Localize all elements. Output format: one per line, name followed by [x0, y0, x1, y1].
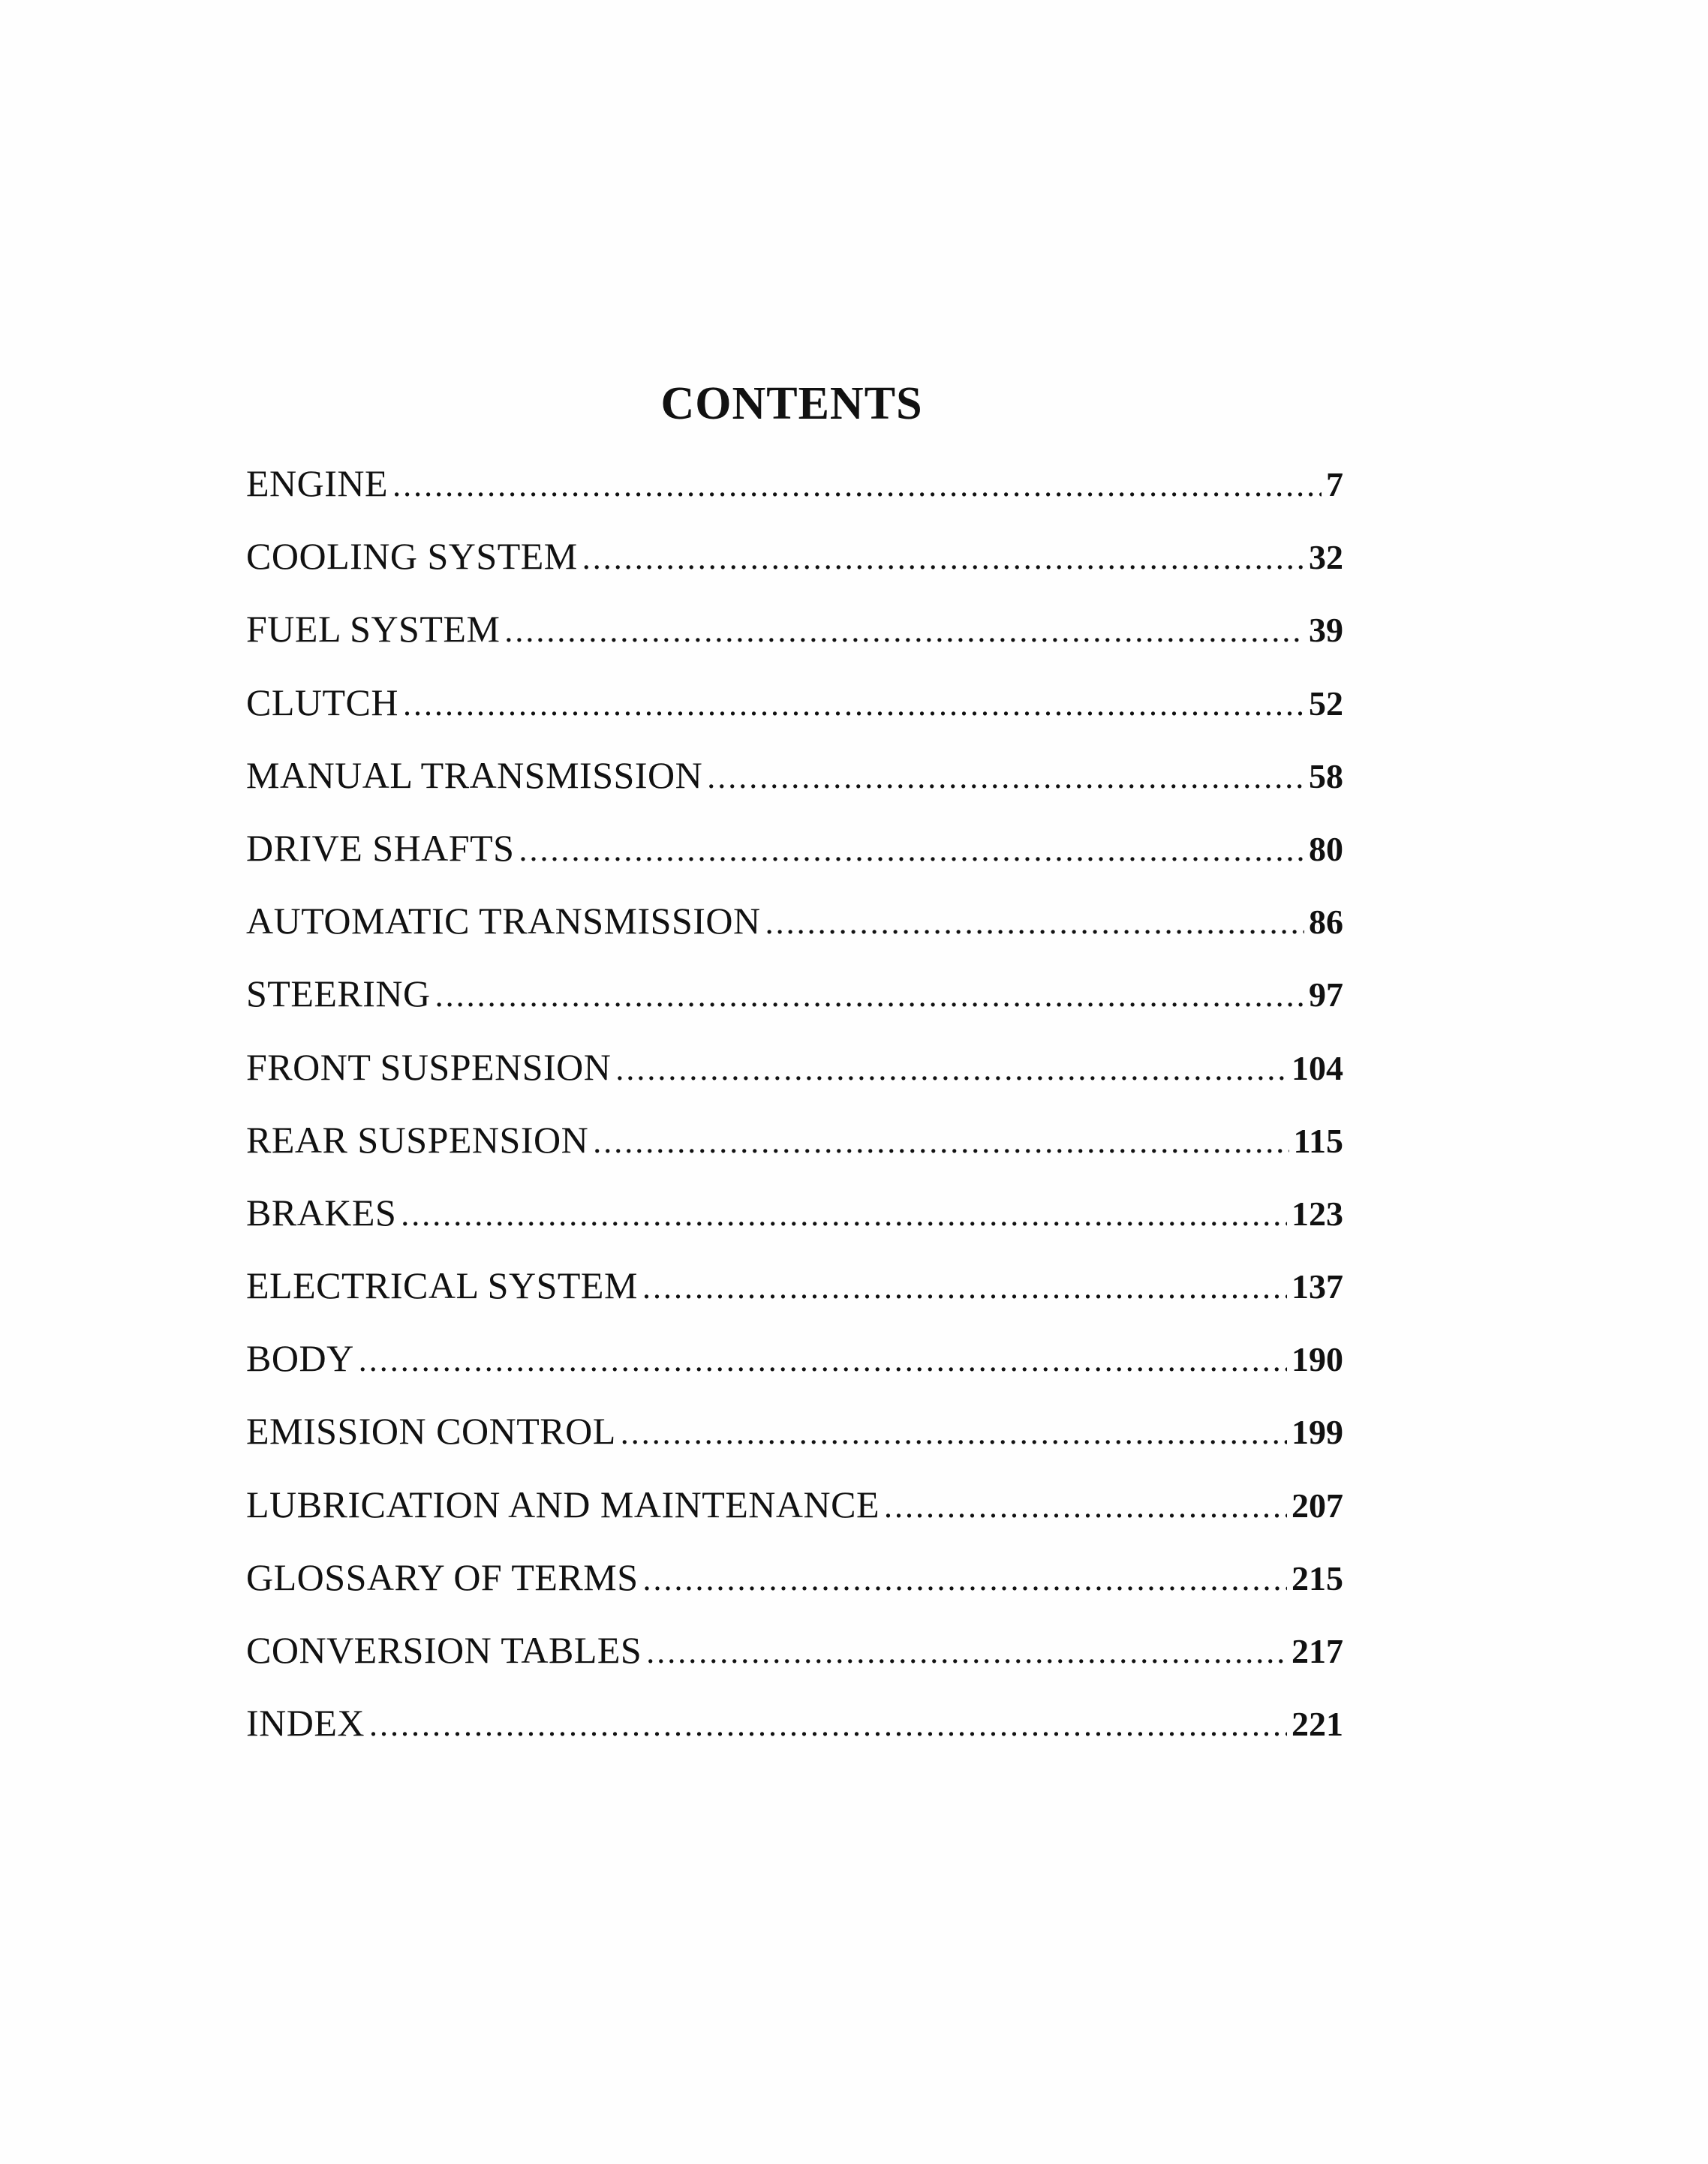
dot-leader: [504, 594, 1304, 667]
dot-leader: [707, 741, 1304, 813]
dot-leader: [392, 449, 1322, 521]
toc-entry-page: 80: [1309, 829, 1343, 868]
toc-entry: [246, 447, 1343, 520]
toc-entry-page: 221: [1292, 1705, 1343, 1744]
dot-leader: [621, 1396, 1287, 1469]
dot-leader: [615, 1032, 1287, 1105]
toc-entry-label: COOLING SYSTEM: [246, 535, 578, 578]
toc-entry-page: 7: [1326, 465, 1343, 503]
toc-entry-page: 217: [1292, 1632, 1343, 1670]
toc-entry-label: DRIVE SHAFTS: [246, 826, 515, 869]
toc-entry-label: MANUAL TRANSMISSION: [246, 753, 703, 796]
toc-entry-label: GLOSSARY OF TERMS: [246, 1555, 639, 1598]
toc-entry-page: 115: [1293, 1121, 1343, 1160]
toc-entry-label: FUEL SYSTEM: [246, 608, 501, 651]
toc-entry: [246, 520, 1343, 593]
toc-entry-label: CONVERSION TABLES: [246, 1629, 642, 1671]
dot-leader: [435, 959, 1304, 1032]
toc-entry: [246, 1177, 1343, 1249]
dot-leader: [519, 813, 1304, 886]
toc-entry: [246, 1541, 1343, 1614]
toc-entry-page: 97: [1309, 975, 1343, 1014]
toc-entry: [246, 1031, 1343, 1104]
toc-entry-page: 58: [1309, 756, 1343, 795]
toc-entry: [246, 1249, 1343, 1322]
dot-leader: [582, 521, 1304, 594]
toc-entry-label: REAR SUSPENSION: [246, 1118, 589, 1161]
toc-entry-label: CLUTCH: [246, 681, 398, 723]
dot-leader: [593, 1105, 1289, 1178]
toc-entry-page: 207: [1292, 1486, 1343, 1525]
toc-entry-label: ENGINE: [246, 462, 389, 504]
toc-entry: [246, 957, 1343, 1030]
dot-leader: [369, 1688, 1287, 1761]
toc-entry-page: 215: [1292, 1558, 1343, 1597]
toc-entry-page: 123: [1292, 1194, 1343, 1233]
toc-entry-label: ELECTRICAL SYSTEM: [246, 1264, 638, 1307]
dot-leader: [403, 668, 1304, 741]
toc-entry: [246, 812, 1343, 885]
toc-entry-label: STEERING: [246, 972, 431, 1015]
toc-entry-page: 86: [1309, 903, 1343, 942]
toc-entry: [246, 1687, 1343, 1760]
page-title: CONTENTS: [660, 378, 923, 429]
toc-entry-label: FRONT SUSPENSION: [246, 1045, 612, 1088]
toc-entry-page: 32: [1309, 538, 1343, 577]
toc-entry: [246, 1322, 1343, 1395]
toc-entry: [246, 739, 1343, 812]
dot-leader: [765, 886, 1304, 959]
toc-entry-page: 52: [1309, 684, 1343, 723]
toc-entry-page: 104: [1292, 1048, 1343, 1087]
toc-entry-label: BODY: [246, 1337, 354, 1380]
toc-entry-label: INDEX: [246, 1702, 365, 1745]
toc-entry: [246, 666, 1343, 739]
toc-entry: [246, 1104, 1343, 1177]
table-of-contents: [246, 447, 1343, 1760]
dot-leader: [884, 1470, 1287, 1543]
dot-leader: [642, 1251, 1287, 1324]
toc-entry-page: 190: [1292, 1340, 1343, 1379]
toc-entry-label: AUTOMATIC TRANSMISSION: [246, 900, 761, 942]
toc-entry: [246, 1614, 1343, 1687]
dot-leader: [643, 1543, 1287, 1615]
toc-entry-page: 39: [1309, 611, 1343, 650]
toc-entry-page: 199: [1292, 1413, 1343, 1452]
toc-entry-label: EMISSION CONTROL: [246, 1410, 616, 1453]
dot-leader: [359, 1324, 1287, 1396]
toc-entry-label: LUBRICATION AND MAINTENANCE: [246, 1483, 880, 1525]
dot-leader: [646, 1615, 1287, 1688]
toc-entry: [246, 1468, 1343, 1541]
toc-entry-label: BRAKES: [246, 1191, 397, 1234]
toc-entry: [246, 593, 1343, 666]
dot-leader: [401, 1178, 1287, 1251]
toc-entry: [246, 885, 1343, 957]
toc-entry: [246, 1395, 1343, 1468]
toc-entry-page: 137: [1292, 1267, 1343, 1306]
